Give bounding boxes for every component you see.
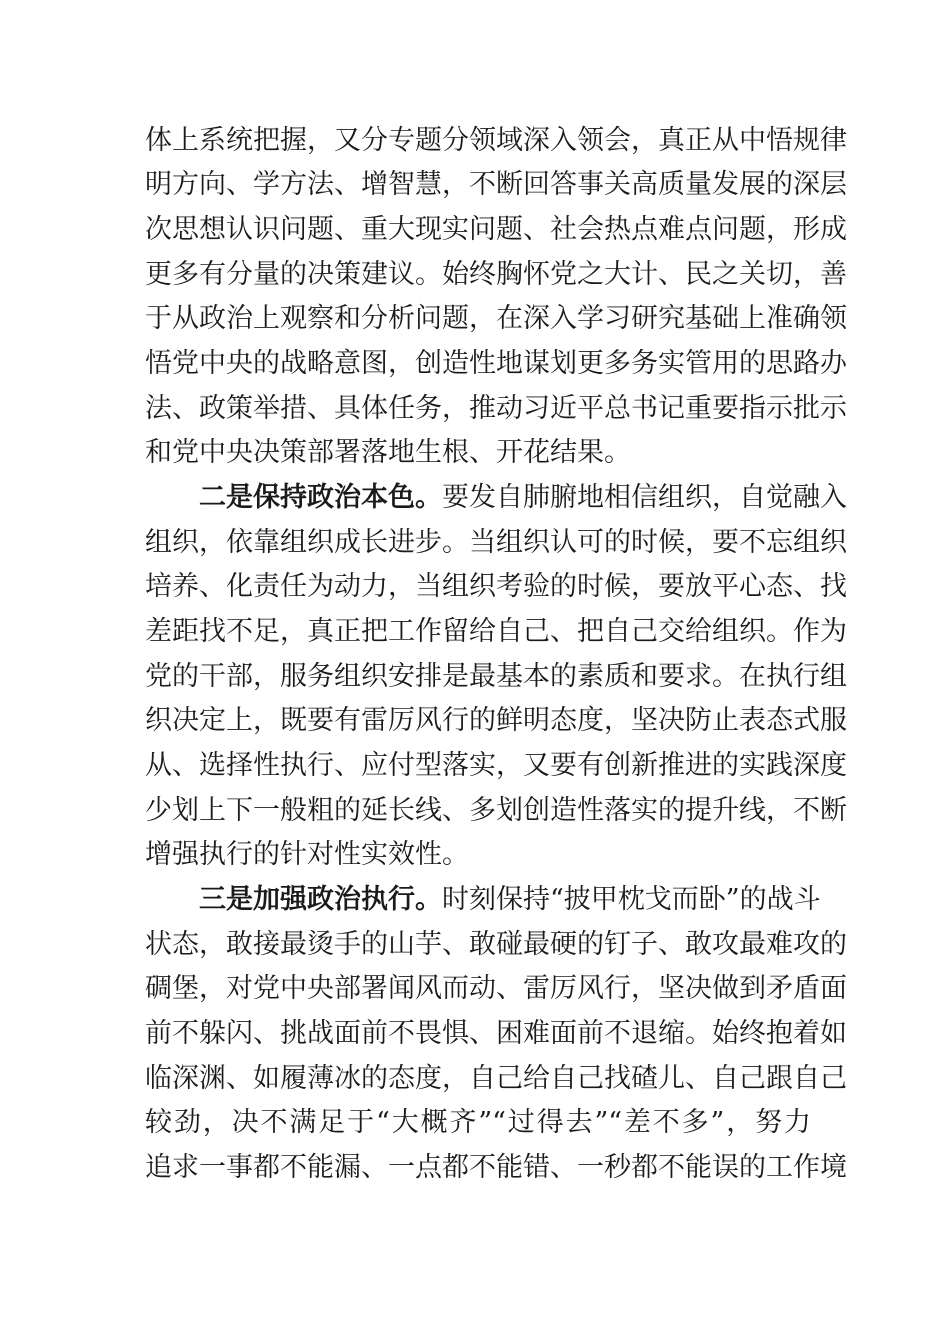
paragraph-first-line — [199, 880, 821, 920]
text-line: 和党中央决策部署落地生根、开花结果。 — [145, 437, 631, 468]
text-line: 碉堡，对党中央部署闻风而动、雷厉风行，坚决做到矛盾面 — [145, 973, 847, 1004]
text-line: 体上系统把握，又分专题分领域深入领会，真正从中悟规律 — [145, 125, 847, 156]
text-line: 差距找不足，真正把工作留给自己、把自己交给组织。作为 — [145, 616, 847, 647]
text-line: 明方向、学方法、增智慧，不断回答事关高质量发展的深层 — [145, 169, 847, 200]
text-line: 增强执行的针对性实效性。 — [145, 839, 469, 870]
text-line: 临深渊、如履薄冰的态度，自己给自己找碴儿、自己跟自己 — [145, 1063, 847, 1094]
paragraph-heading: 二是保持政治本色。 — [199, 482, 442, 513]
text-line: 悟党中央的战略意图，创造性地谋划更多务实管用的思路办 — [145, 348, 847, 379]
text-line: 状态，敢接最烫手的山芋、敢碰最硬的钉子、敢攻最难攻的 — [145, 929, 847, 960]
text-line: 从、选择性执行、应付型落实，又要有创新推进的实践深度 — [145, 750, 847, 781]
text-line: 前不躲闪、挑战面前不畏惧、困难面前不退缩。始终抱着如 — [145, 1018, 847, 1049]
paragraph-heading: 三是加强政治执行。 — [199, 884, 442, 915]
text-line: 更多有分量的决策建议。始终胸怀党之大计、民之关切，善 — [145, 259, 847, 290]
text-line: 织决定上，既要有雷厉风行的鲜明态度，坚决防止表态式服 — [145, 705, 847, 736]
text-line: 较劲，决不满足于“大概齐”“过得去”“差不多”，努力 — [145, 1107, 811, 1138]
text-line: 追求一事都不能漏、一点都不能错、一秒都不能误的工作境 — [145, 1152, 847, 1183]
text-line: 次思想认识问题、重大现实问题、社会热点难点问题，形成 — [145, 214, 847, 245]
text-line: 于从政治上观察和分析问题，在深入学习研究基础上准确领 — [145, 303, 847, 334]
text-line: 培养、化责任为动力，当组织考验的时候，要放平心态、找 — [145, 571, 847, 602]
text-line: 组织，依靠组织成长进步。当组织认可的时候，要不忘组织 — [145, 527, 847, 558]
text-line: 党的干部，服务组织安排是最基本的素质和要求。在执行组 — [145, 661, 847, 692]
text-line: 法、政策举措、具体任务，推动习近平总书记重要指示批示 — [145, 393, 847, 424]
text-line: 少划上下一般粗的延长线、多划创造性落实的提升线，不断 — [145, 795, 847, 826]
text-span: 时刻保持“披甲枕戈而卧”的战斗 — [442, 884, 821, 915]
text-span: 要发自肺腑地相信组织，自觉融入 — [442, 482, 847, 513]
paragraph-first-line — [199, 478, 847, 518]
